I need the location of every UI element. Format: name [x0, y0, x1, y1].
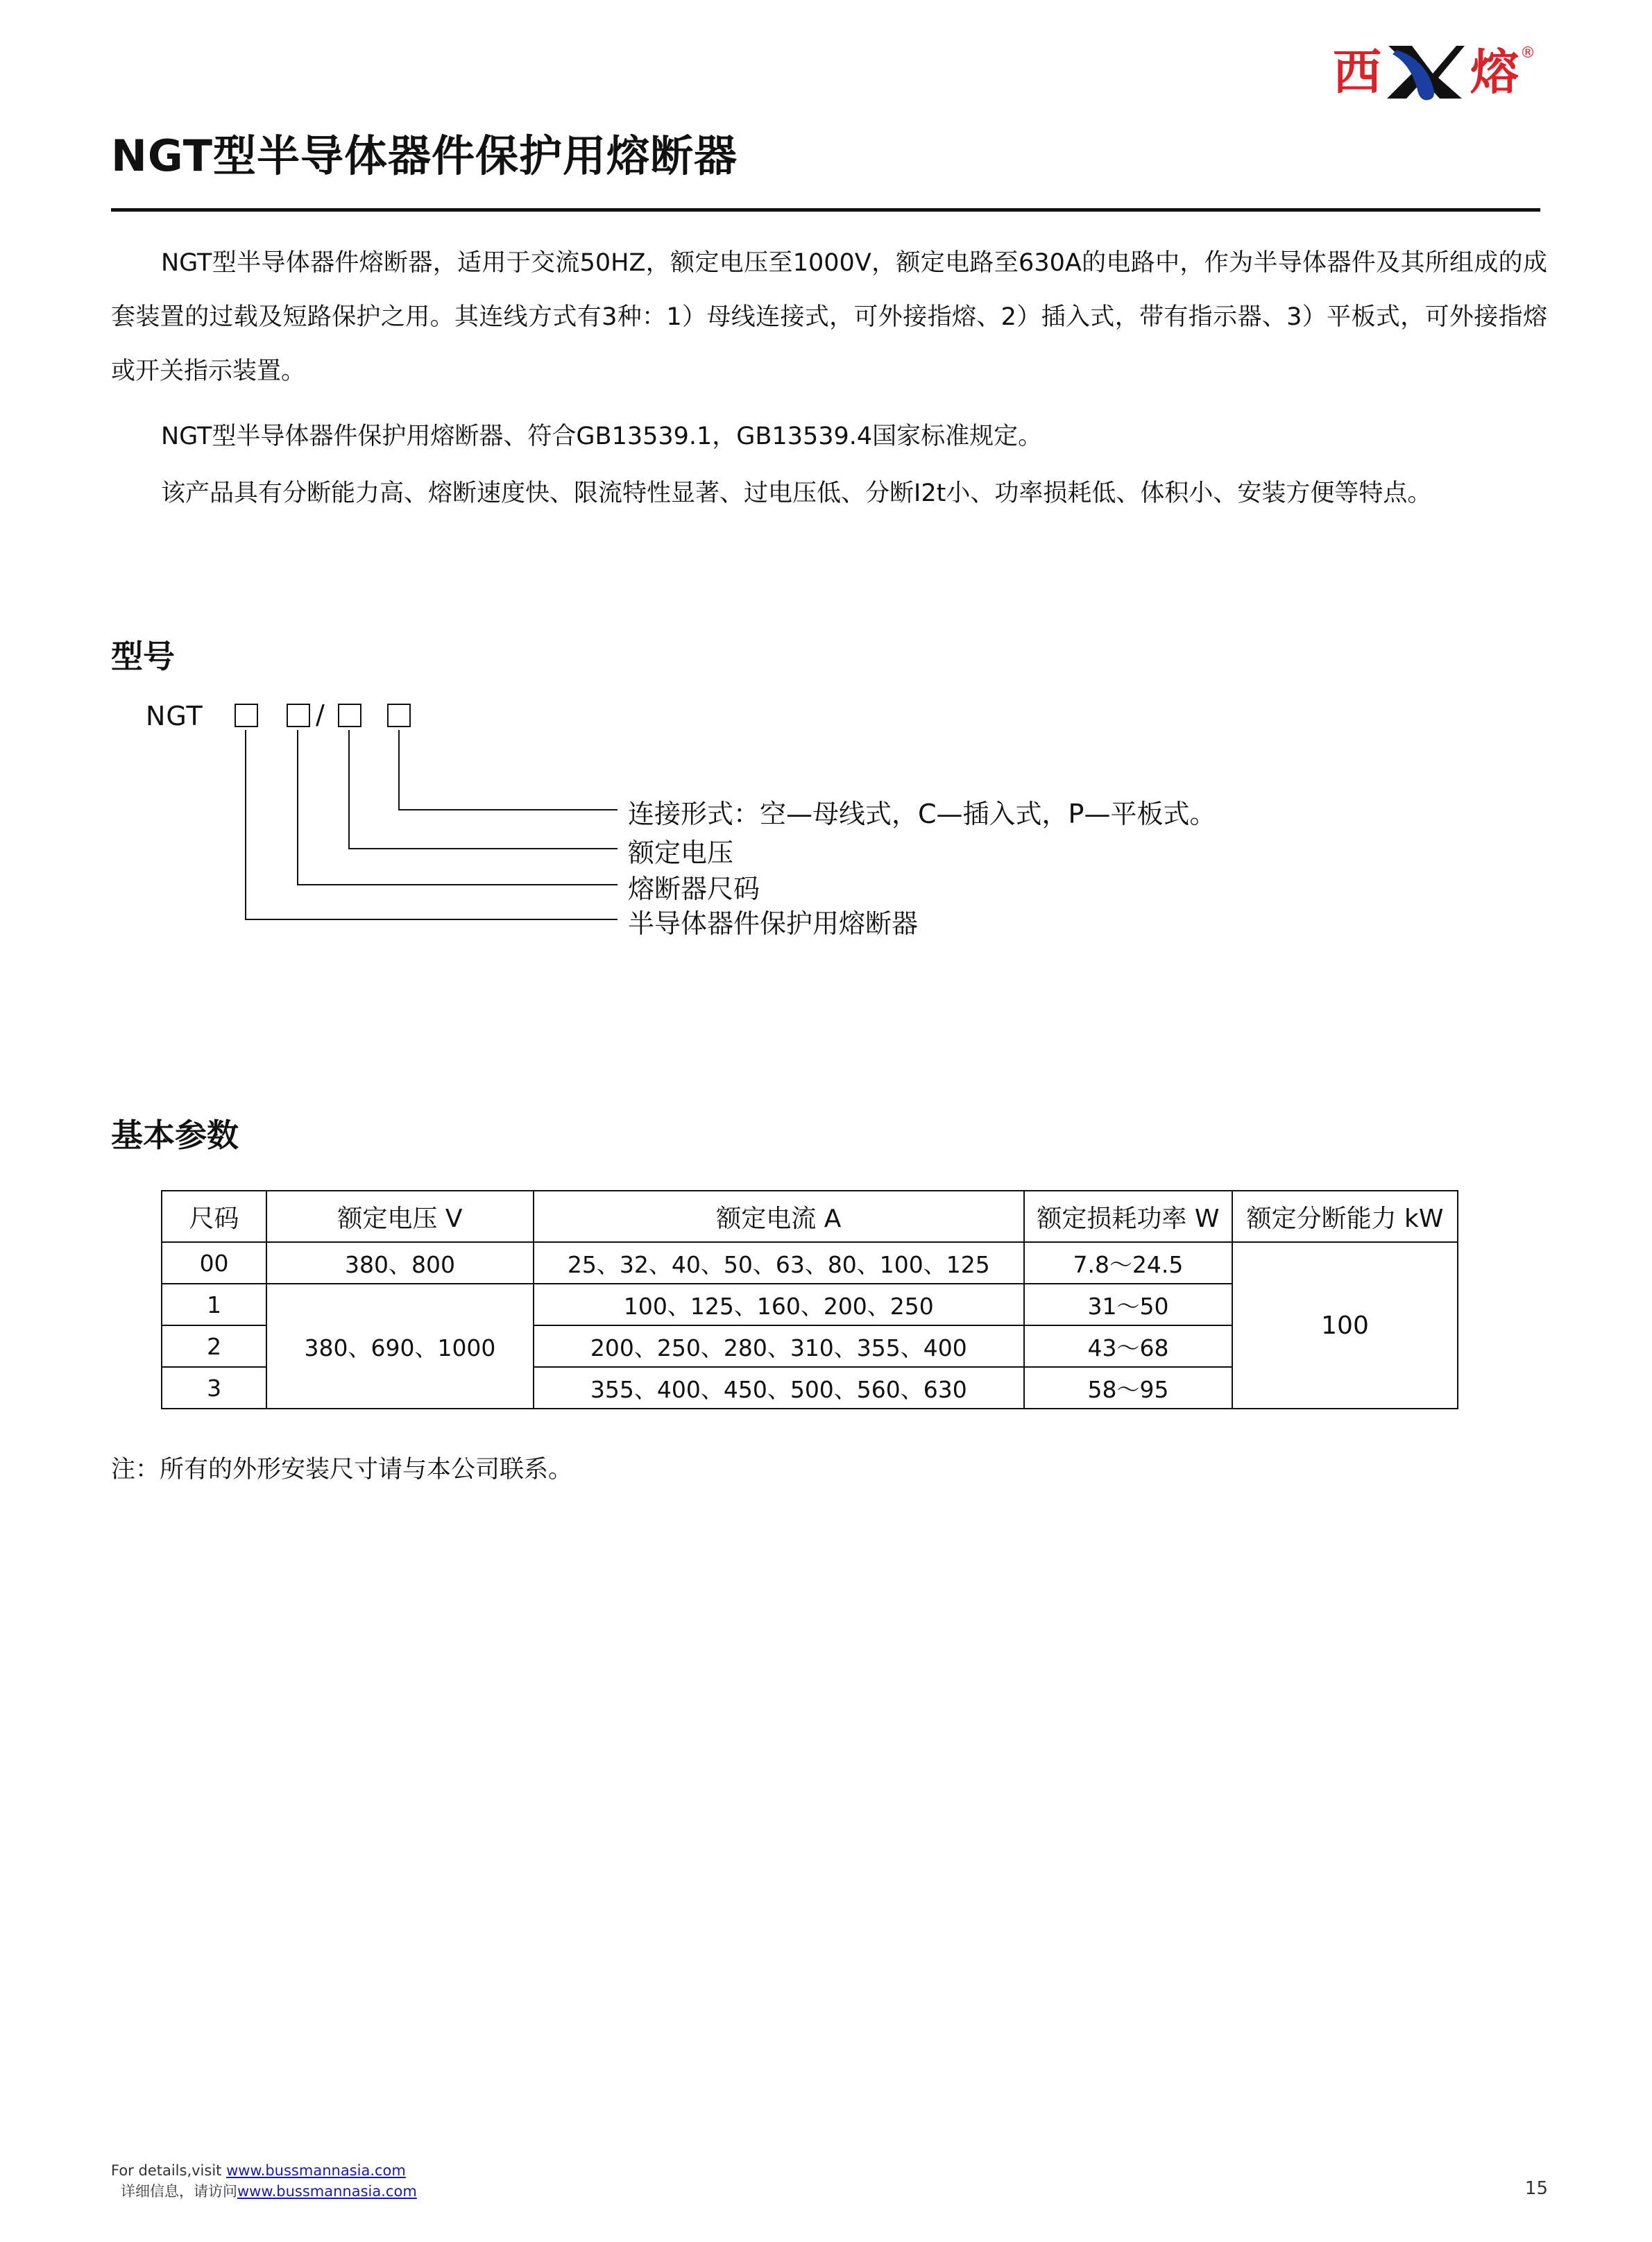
model-box-3 — [338, 704, 361, 727]
intro-paragraph-2 — [111, 409, 1547, 464]
table-row — [162, 1242, 1458, 1284]
cell-size: 3 — [162, 1367, 266, 1409]
basic-parameters-table — [161, 1190, 1458, 1409]
cell-size: 00 — [162, 1242, 266, 1284]
paragraph-text: NGT型半导体器件保护用熔断器、符合GB13539.1，GB13539.4国家标准规定。 — [161, 423, 1043, 450]
table-header-row — [162, 1191, 1458, 1242]
footer-prefix-chinese: 详细信息，请访问 — [121, 2183, 237, 2200]
leader-line-4 — [245, 730, 618, 920]
header-size: 尺码 — [162, 1191, 266, 1242]
cell-current: 200、250、280、310、355、400 — [534, 1325, 1024, 1367]
title-divider — [111, 208, 1540, 212]
section-heading-params: 基本参数 — [111, 1116, 239, 1154]
model-prefix: NGT — [146, 701, 203, 731]
cell-voltage: 380、690、1000 — [266, 1284, 534, 1409]
callout-label-4: 半导体器件保护用熔断器 — [628, 908, 919, 939]
callout-label-3: 熔断器尺码 — [628, 874, 760, 904]
header-loss: 额定损耗功率 W — [1024, 1191, 1232, 1242]
page-title: NGT型半导体器件保护用熔断器 — [111, 130, 738, 181]
footer-line-chinese — [111, 2181, 417, 2202]
page-number: 15 — [1524, 2178, 1548, 2199]
cell-loss: 58～95 — [1024, 1367, 1232, 1409]
footer-line-english — [111, 2160, 417, 2181]
paragraph-text: 该产品具有分断能力高、熔断速度快、限流特性显著、过电压低、分断I2t小、功率损耗低、体积小、安装方便等特点。 — [161, 479, 1432, 507]
cell-current: 25、32、40、50、63、80、100、125 — [534, 1242, 1024, 1284]
brand-logo — [1333, 40, 1535, 104]
logo-right-character: 熔 — [1470, 44, 1517, 101]
cell-breaking: 100 — [1232, 1242, 1458, 1409]
header-current: 额定电流 A — [534, 1191, 1024, 1242]
cell-loss: 43～68 — [1024, 1325, 1232, 1367]
footer-link-chinese[interactable]: www.bussmannasia.com — [237, 2183, 417, 2200]
cell-size: 2 — [162, 1325, 266, 1367]
model-box-4 — [387, 704, 411, 727]
callout-label-1: 连接形式：空—母线式，C—插入式，P—平板式。 — [628, 799, 1216, 829]
cell-size: 1 — [162, 1284, 266, 1325]
x-brand-icon — [1384, 43, 1466, 101]
section-heading-model: 型号 — [111, 638, 175, 675]
table-note: 注：所有的外形安装尺寸请与本公司联系。 — [111, 1456, 573, 1484]
intro-paragraph-3 — [111, 466, 1547, 520]
intro-paragraph-1 — [111, 236, 1547, 398]
logo-left-character: 西 — [1333, 44, 1380, 101]
model-box-2 — [287, 704, 310, 727]
basic-parameters-table-wrap — [161, 1190, 1458, 1409]
paragraph-text: NGT型半导体器件熔断器，适用于交流50HZ，额定电压至1000V，额定电路至630A的电路中，作为半导体器件及其所组成的成套装置的过载及短路保护之用。其连线方式有3种：1）母线连接式，可外接指熔、2）插入式，带有指示器、3）平板式，可外接指熔或开关指示装置。 — [111, 249, 1547, 385]
header-breaking: 额定分断能力 kW — [1232, 1191, 1458, 1242]
cell-current: 355、400、450、500、560、630 — [534, 1367, 1024, 1409]
model-box-1 — [235, 704, 258, 727]
model-code-diagram — [111, 694, 1429, 1027]
cell-loss: 31～50 — [1024, 1284, 1232, 1325]
header-voltage: 额定电压 V — [266, 1191, 534, 1242]
cell-loss: 7.8～24.5 — [1024, 1242, 1232, 1284]
cell-voltage: 380、800 — [266, 1242, 534, 1284]
footer-link-english[interactable]: www.bussmannasia.com — [226, 2162, 406, 2179]
footer-prefix-english: For details,visit — [111, 2162, 227, 2179]
footer — [111, 2160, 417, 2202]
model-separator: / — [316, 699, 325, 730]
registered-mark: ® — [1520, 44, 1535, 62]
cell-current: 100、125、160、200、250 — [534, 1284, 1024, 1325]
callout-label-2: 额定电压 — [628, 838, 734, 868]
